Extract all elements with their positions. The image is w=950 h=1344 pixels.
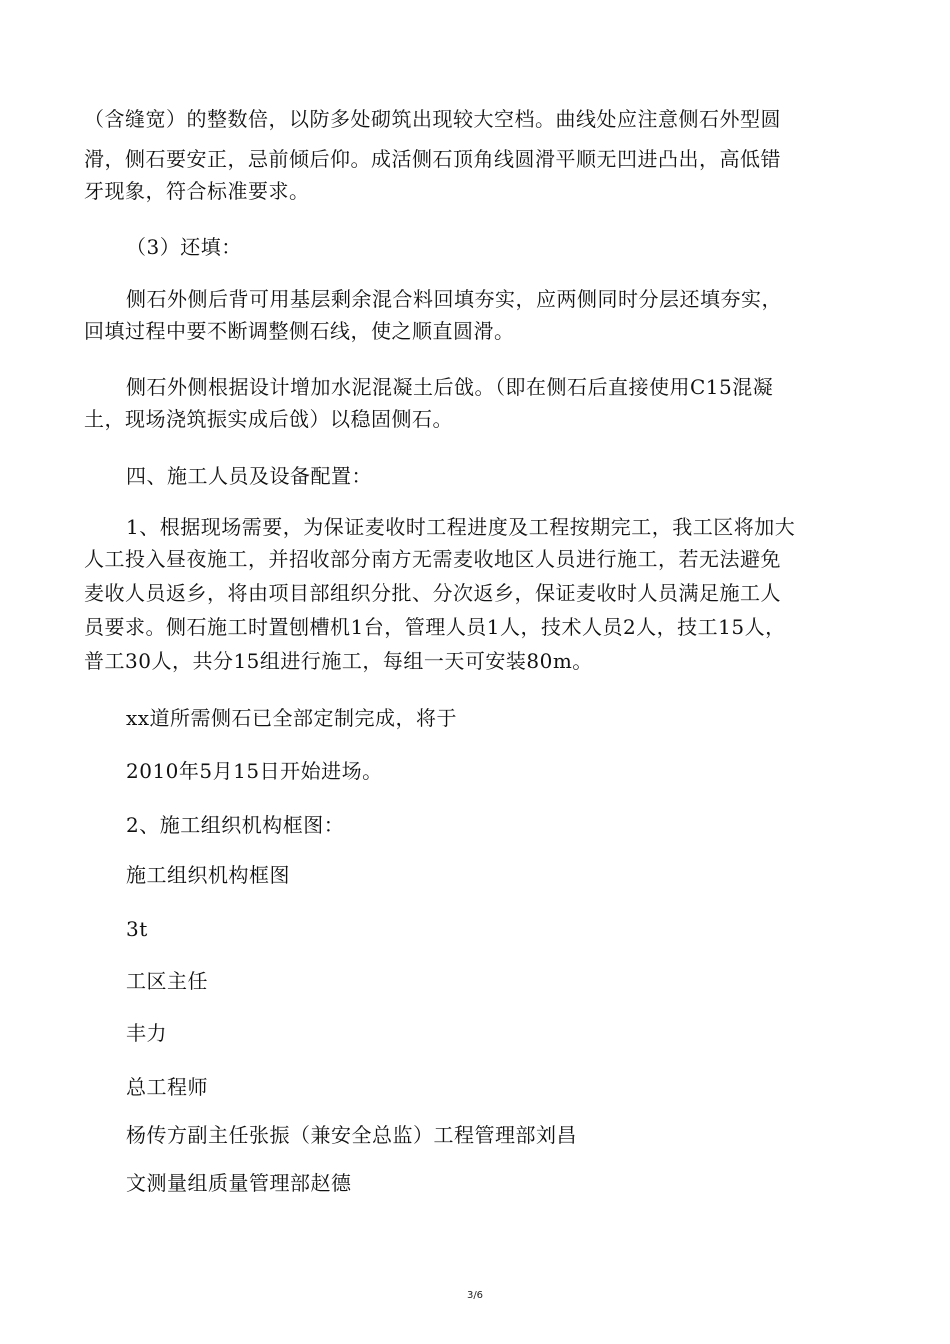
text-line: 侧石外侧后背可用基层剩余混合料回填夯实，应两侧同时分层还填夯实， — [126, 287, 782, 311]
section-heading: 2、施工组织机构框图： — [126, 813, 345, 837]
section-heading: （3）还填： — [126, 235, 242, 259]
text-line: 人工投入昼夜施工，并招收部分南方无需麦收地区人员进行施工，若无法避免 — [84, 547, 781, 571]
text-line: 3t — [126, 917, 148, 941]
text-line: 普工30人，共分15组进行施工，每组一天可安装80m。 — [84, 649, 593, 673]
text-line: （含缝宽）的整数倍，以防多处砌筑出现较大空档。曲线处应注意侧石外型圆 — [84, 107, 781, 131]
text-line: 杨传方副主任张振（兼安全总监）工程管理部刘昌 — [126, 1123, 577, 1147]
diagram-title: 施工组织机构框图 — [126, 863, 290, 887]
text-line: 2010年5月15日开始进场。 — [126, 759, 383, 783]
text-line: 侧石外侧根据设计增加水泥混凝土后戗。（即在侧石后直接使用C15混凝 — [126, 375, 774, 399]
text-line: 滑，侧石要安正，忌前倾后仰。成活侧石顶角线圆滑平顺无凹进凸出，高低错 — [84, 147, 781, 171]
text-line: 文测量组质量管理部赵德 — [126, 1171, 352, 1195]
text-line: 麦收人员返乡，将由项目部组织分批、分次返乡，保证麦收时人员满足施工人 — [84, 581, 781, 605]
section-heading: 四、施工人员及设备配置： — [126, 464, 372, 488]
text-line: 工区主任 — [126, 969, 208, 993]
text-line: 牙现象，符合标准要求。 — [84, 179, 310, 203]
text-line: 丰力 — [126, 1021, 167, 1045]
text-line: 1、根据现场需要，为保证麦收时工程进度及工程按期完工，我工区将加大 — [126, 515, 796, 539]
text-line: 员要求。侧石施工时置刨槽机1台，管理人员1人，技术人员2人，技工15人， — [84, 615, 786, 639]
text-line: 总工程师 — [126, 1075, 208, 1099]
page-number: 3/6 — [466, 1290, 484, 1301]
text-line: 土，现场浇筑振实成后戗）以稳固侧石。 — [84, 407, 453, 431]
text-line: xx道所需侧石已全部定制完成，将于 — [126, 706, 458, 730]
text-line: 回填过程中要不断调整侧石线，使之顺直圆滑。 — [84, 319, 515, 343]
